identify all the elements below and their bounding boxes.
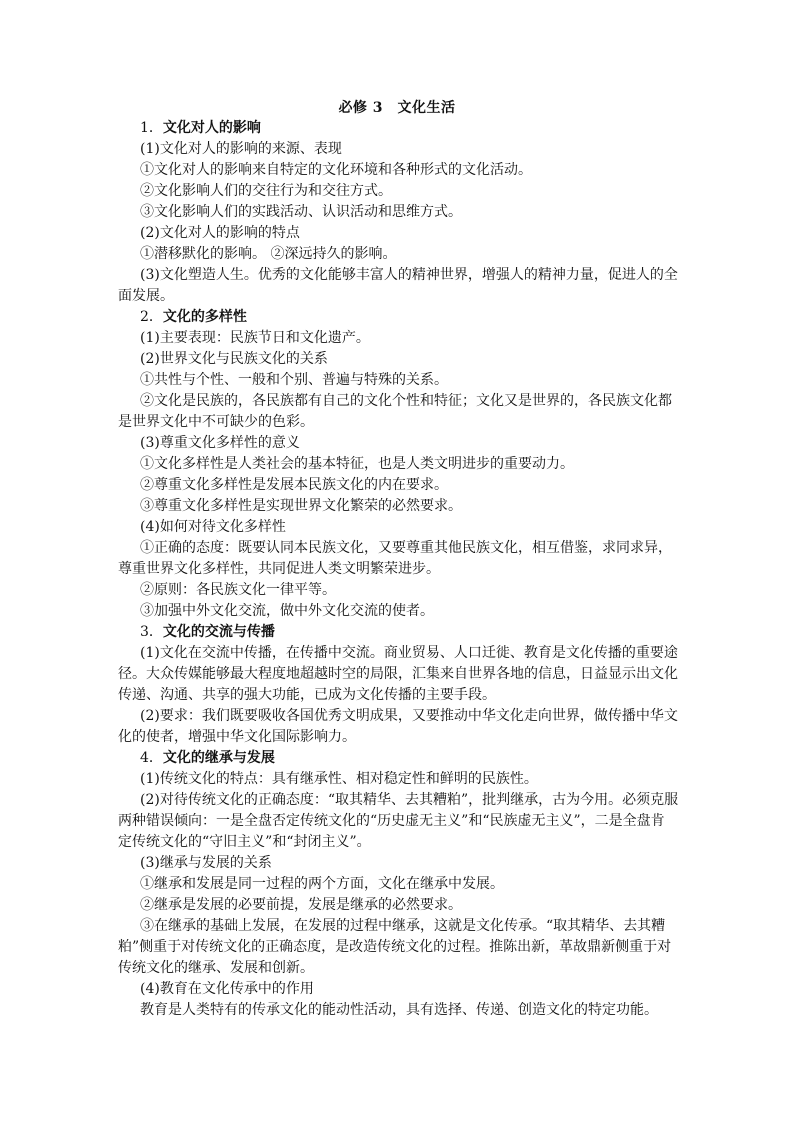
body-line: ③加强中外文化交流，做中外文化交流的使者。: [140, 603, 434, 619]
section-heading: [118, 622, 684, 643]
body-line: (1)主要表现：民族节日和文化遗产。: [140, 330, 370, 346]
body-line: ②文化是民族的，各民族都有自己的文化个性和特征；文化又是世界的，各民族文化都: [140, 393, 672, 409]
body-line: ②继承是发展的必要前提，发展是继承的必然要求。: [140, 897, 462, 913]
body-line: 化的使者，增强中华文化国际影响力。: [118, 729, 356, 745]
body-line: (4)教育在文化传承中的作用: [140, 981, 314, 997]
section-number: 1．: [140, 120, 163, 136]
body-line: ③文化影响人们的实践活动、认识活动和思维方式。: [140, 204, 462, 220]
body-line: ②尊重文化多样性是发展本民族文化的内在要求。: [140, 477, 448, 493]
body-line: ①正确的态度：既要认同本民族文化，又要尊重其他民族文化，相互借鉴，求同求异，: [140, 540, 672, 556]
section-heading: [118, 307, 684, 328]
section-number: 3．: [140, 624, 163, 640]
body-line: 面发展。: [118, 288, 174, 304]
body-line: ③在继承的基础上发展，在发展的过程中继承，这就是文化传承。“取其精华、去其糟: [140, 918, 666, 934]
body-line: ②文化影响人们的交往行为和交往方式。: [140, 183, 392, 199]
body-line: (3)文化塑造人生。优秀的文化能够丰富人的精神世界，增强人的精神力量，促进人的全: [140, 267, 678, 283]
body-line: (2)对待传统文化的正确态度：“取其精华、去其糟粕”，批判继承，古为今用。必须克服: [140, 792, 679, 808]
body-line: ①共性与个性、一般和个别、普遍与特殊的关系。: [140, 372, 448, 388]
body-line: (1)文化对人的影响的来源、表现: [140, 141, 342, 157]
body-line: (1)传统文化的特点：具有继承性、相对稳定性和鲜明的民族性。: [140, 771, 538, 787]
body-line: ③尊重文化多样性是实现世界文化繁荣的必然要求。: [140, 498, 462, 514]
body-line: 是世界文化中不可缺少的色彩。: [118, 414, 314, 430]
body-line: ①继承和发展是同一过程的两个方面，文化在继承中发展。: [140, 876, 504, 892]
body-line: (2)要求：我们既要吸收各国优秀文明成果，又要推动中华文化走向世界，做传播中华文: [140, 708, 678, 724]
section-number: 4．: [140, 750, 163, 766]
body-line: ②原则：各民族文化一律平等。: [140, 582, 336, 598]
body-line: (3)继承与发展的关系: [140, 855, 272, 871]
body-line: 两种错误倾向：一是全盘否定传统文化的“历史虚无主义”和“民族虚无主义”，二是全盘肯: [118, 813, 665, 829]
body-line: 传递、沟通、共享的强大功能，已成为文化传播的主要手段。: [118, 687, 496, 703]
body-line: 尊重世界文化多样性，共同促进人类文明繁荣进步。: [118, 561, 440, 577]
body-line: 定传统文化的“守旧主义”和“封闭主义”。: [118, 834, 371, 850]
section-title: 文化的交流与传播: [162, 624, 275, 640]
body-line: (1)文化在交流中传播，在传播中交流。商业贸易、人口迁徙、教育是文化传播的重要途: [140, 645, 678, 661]
section-title: 文化的多样性: [162, 309, 247, 325]
watermark: [612, 773, 752, 797]
section-heading: [118, 118, 684, 139]
section-title: 文化对人的影响: [162, 120, 261, 136]
body-line: (2)世界文化与民族文化的关系: [140, 351, 328, 367]
body-line: ①潜移默化的影响。 ②深远持久的影响。: [140, 246, 397, 262]
body-line: 径。大众传媒能够最大程度地超越时空的局限，汇集来自世界各地的信息，日益显示出文化: [118, 666, 678, 682]
body-line: ①文化多样性是人类社会的基本特征，也是人类文明进步的重要动力。: [140, 456, 574, 472]
body-line: (4)如何对待文化多样性: [140, 519, 286, 535]
section-title: 文化的继承与发展: [162, 750, 275, 766]
body-line: (2)文化对人的影响的特点: [140, 225, 300, 241]
section-number: 2．: [140, 309, 163, 325]
body-line: ①文化对人的影响来自特定的文化环境和各种形式的文化活动。: [140, 162, 532, 178]
body-line: 传统文化的继承、发展和创新。: [118, 960, 314, 976]
body-line: 粕”侧重于对传统文化的正确态度，是改造传统文化的过程。推陈出新，革故鼎新侧重于对: [118, 939, 672, 955]
page-title: 必修 3 文化生活: [338, 100, 456, 116]
section-heading: [118, 748, 684, 769]
body-line: (3)尊重文化多样性的意义: [140, 435, 300, 451]
body-line: 教育是人类特有的传承文化的能动性活动，具有选择、传递、创造文化的特定功能。: [140, 1002, 658, 1018]
document-body: [118, 118, 684, 1021]
